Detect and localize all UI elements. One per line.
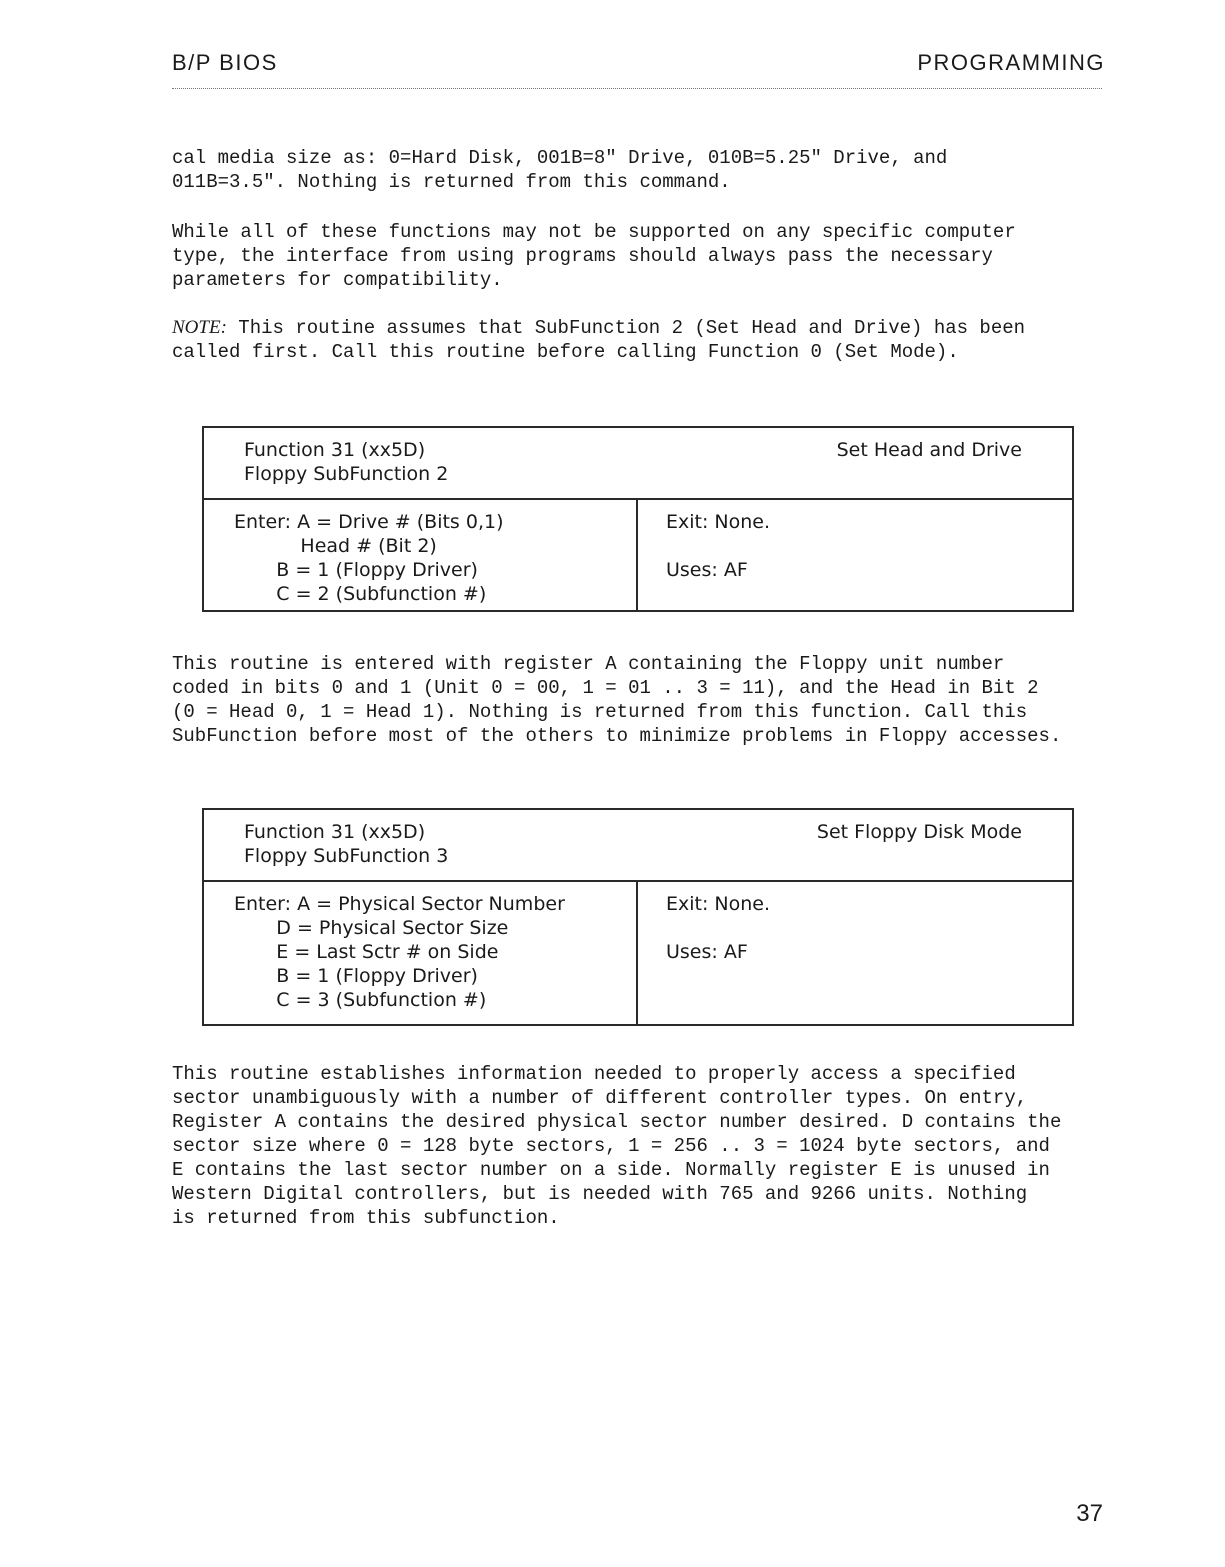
- function-box-body: [204, 500, 1072, 610]
- function-box-header: [204, 428, 1072, 500]
- note-label: NOTE:: [172, 317, 227, 338]
- enter-line: C = 3 (Subfunction #): [234, 989, 487, 1011]
- function-title: Set Head and Drive: [836, 439, 1022, 461]
- text-line: E contains the last sector number on a side. Normally register E is unused in: [172, 1159, 1050, 1181]
- note-paragraph: [172, 316, 1112, 364]
- uses-line: Uses: AF: [666, 559, 748, 581]
- text-line: SubFunction before most of the others to minimize problems in Floppy accesses.: [172, 725, 1062, 747]
- text-line: While all of these functions may not be supported on any specific computer: [172, 221, 1016, 243]
- text-line: Register A contains the desired physical sector number desired. D contains the: [172, 1111, 1062, 1133]
- page-number: 37: [1076, 1500, 1103, 1527]
- running-header-left: B/P BIOS: [172, 50, 278, 75]
- enter-line: B = 1 (Floppy Driver): [234, 559, 478, 581]
- text-line: sector unambiguously with a number of different controller types. On entry,: [172, 1087, 1028, 1109]
- text-line: parameters for compatibility.: [172, 269, 503, 291]
- text-line: type, the interface from using programs should always pass the necessary: [172, 245, 993, 267]
- function-box-set-floppy-disk-mode: [202, 808, 1074, 1026]
- enter-line: Enter: A = Physical Sector Number: [234, 893, 565, 915]
- subfunction-number: Floppy SubFunction 3: [244, 845, 449, 867]
- text-line: cal media size as: 0=Hard Disk, 001B=8" Drive, 010B=5.25" Drive, and: [172, 147, 948, 169]
- exit-line: Exit: None.: [666, 511, 771, 533]
- enter-line: B = 1 (Floppy Driver): [234, 965, 478, 987]
- function-number: Function 31 (xx5D): [244, 439, 426, 461]
- running-header-right: PROGRAMMING: [917, 50, 1105, 75]
- text-line: sector size where 0 = 128 byte sectors, 1 = 256 .. 3 = 1024 byte sectors, and: [172, 1135, 1050, 1157]
- exit-column: [638, 500, 1072, 610]
- enter-line: Enter: A = Drive # (Bits 0,1): [234, 511, 504, 533]
- note-text: This routine assumes that SubFunction 2 (Set Head and Drive) has been: [226, 317, 1026, 339]
- enter-column: [204, 882, 638, 1024]
- compatibility-paragraph: [172, 220, 1112, 292]
- text-line: (0 = Head 0, 1 = Head 1). Nothing is returned from this function. Call this: [172, 701, 1028, 723]
- exit-line: Exit: None.: [666, 893, 771, 915]
- subfunction-number: Floppy SubFunction 2: [244, 463, 449, 485]
- enter-line: Head # (Bit 2): [234, 535, 437, 557]
- function-number: Function 31 (xx5D): [244, 821, 426, 843]
- text-line: coded in bits 0 and 1 (Unit 0 = 00, 1 = 01 .. 3 = 11), and the Head in Bit 2: [172, 677, 1039, 699]
- function-title: Set Floppy Disk Mode: [816, 821, 1022, 843]
- uses-line: Uses: AF: [666, 941, 748, 963]
- floppy-mode-paragraph: [172, 1062, 1112, 1230]
- text-line: Western Digital controllers, but is needed with 765 and 9266 units. Nothing: [172, 1183, 1028, 1205]
- enter-line: D = Physical Sector Size: [234, 917, 509, 939]
- text-line: 011B=3.5". Nothing is returned from this command.: [172, 171, 731, 193]
- intro-paragraph: [172, 146, 1112, 194]
- enter-column: [204, 500, 638, 610]
- enter-line: C = 2 (Subfunction #): [234, 583, 487, 605]
- header-rule: [172, 88, 1102, 89]
- enter-line: E = Last Sctr # on Side: [234, 941, 499, 963]
- function-box-header: [204, 810, 1072, 882]
- text-line: This routine is entered with register A containing the Floppy unit number: [172, 653, 1005, 675]
- text-line: is returned from this subfunction.: [172, 1207, 560, 1229]
- note-line: [172, 316, 1112, 340]
- function-box-set-head-drive: [202, 426, 1074, 612]
- exit-column: [638, 882, 1072, 1024]
- head-drive-paragraph: [172, 652, 1112, 748]
- note-line: called first. Call this routine before calling Function 0 (Set Mode).: [172, 341, 959, 363]
- text-line: This routine establishes information needed to properly access a specified: [172, 1063, 1016, 1085]
- function-box-body: [204, 882, 1072, 1024]
